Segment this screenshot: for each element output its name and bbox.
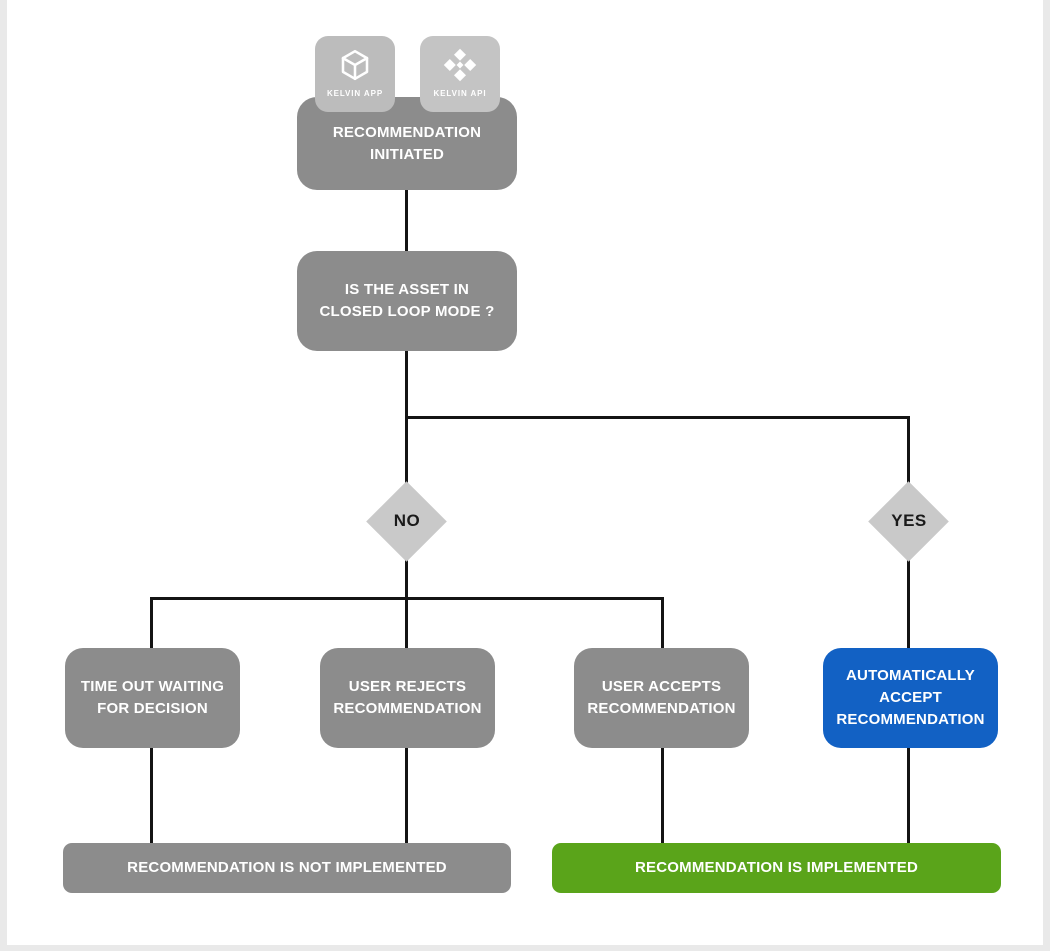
connector-timeout-to-notimpl bbox=[150, 748, 153, 843]
node-not-implemented-label: RECOMMENDATION IS NOT IMPLEMENTED bbox=[127, 859, 447, 876]
node-closed-loop-question-label: IS THE ASSET IN CLOSED LOOP MODE ? bbox=[319, 281, 495, 320]
node-auto-accept-label: AUTOMATICALLY ACCEPT RECOMMENDATION bbox=[836, 667, 985, 728]
connector-no-split-horizontal bbox=[150, 597, 664, 600]
node-timeout bbox=[65, 648, 240, 748]
node-timeout-label: TIME OUT WAITING FOR DECISION bbox=[80, 678, 225, 717]
cube-icon bbox=[337, 47, 373, 83]
decision-yes-label: YES bbox=[891, 511, 927, 530]
node-not-implemented bbox=[63, 843, 511, 893]
kelvin-app-badge bbox=[315, 36, 395, 112]
connector-initiated-to-question bbox=[405, 190, 408, 251]
connector-auto-to-impl bbox=[907, 748, 910, 843]
connector-accepts-to-impl bbox=[661, 748, 664, 843]
kelvin-app-label: KELVIN APP bbox=[326, 89, 384, 98]
node-recommendation-initiated-label: RECOMMENDATION INITIATED bbox=[332, 123, 482, 163]
kelvin-diamonds-icon bbox=[442, 47, 478, 83]
node-implemented-label: RECOMMENDATION IS IMPLEMENTED bbox=[634, 859, 919, 876]
node-user-accepts bbox=[574, 648, 749, 748]
node-user-rejects-label: USER REJECTS RECOMMENDATION bbox=[333, 678, 482, 717]
node-user-accepts-label: USER ACCEPTS RECOMMENDATION bbox=[587, 678, 736, 717]
connector-split-to-timeout bbox=[150, 597, 153, 648]
node-user-rejects bbox=[320, 648, 495, 748]
node-implemented bbox=[552, 843, 1001, 893]
connector-rejects-to-notimpl bbox=[405, 748, 408, 843]
kelvin-api-badge bbox=[420, 36, 500, 112]
node-auto-accept bbox=[823, 648, 998, 748]
node-closed-loop-question bbox=[297, 251, 517, 351]
decision-no-label: NO bbox=[393, 511, 421, 530]
flowchart-canvas bbox=[7, 0, 1043, 945]
kelvin-api-label: KELVIN API bbox=[433, 89, 487, 98]
connector-branch-horizontal bbox=[405, 416, 910, 419]
connector-split-to-accepts bbox=[661, 597, 664, 648]
